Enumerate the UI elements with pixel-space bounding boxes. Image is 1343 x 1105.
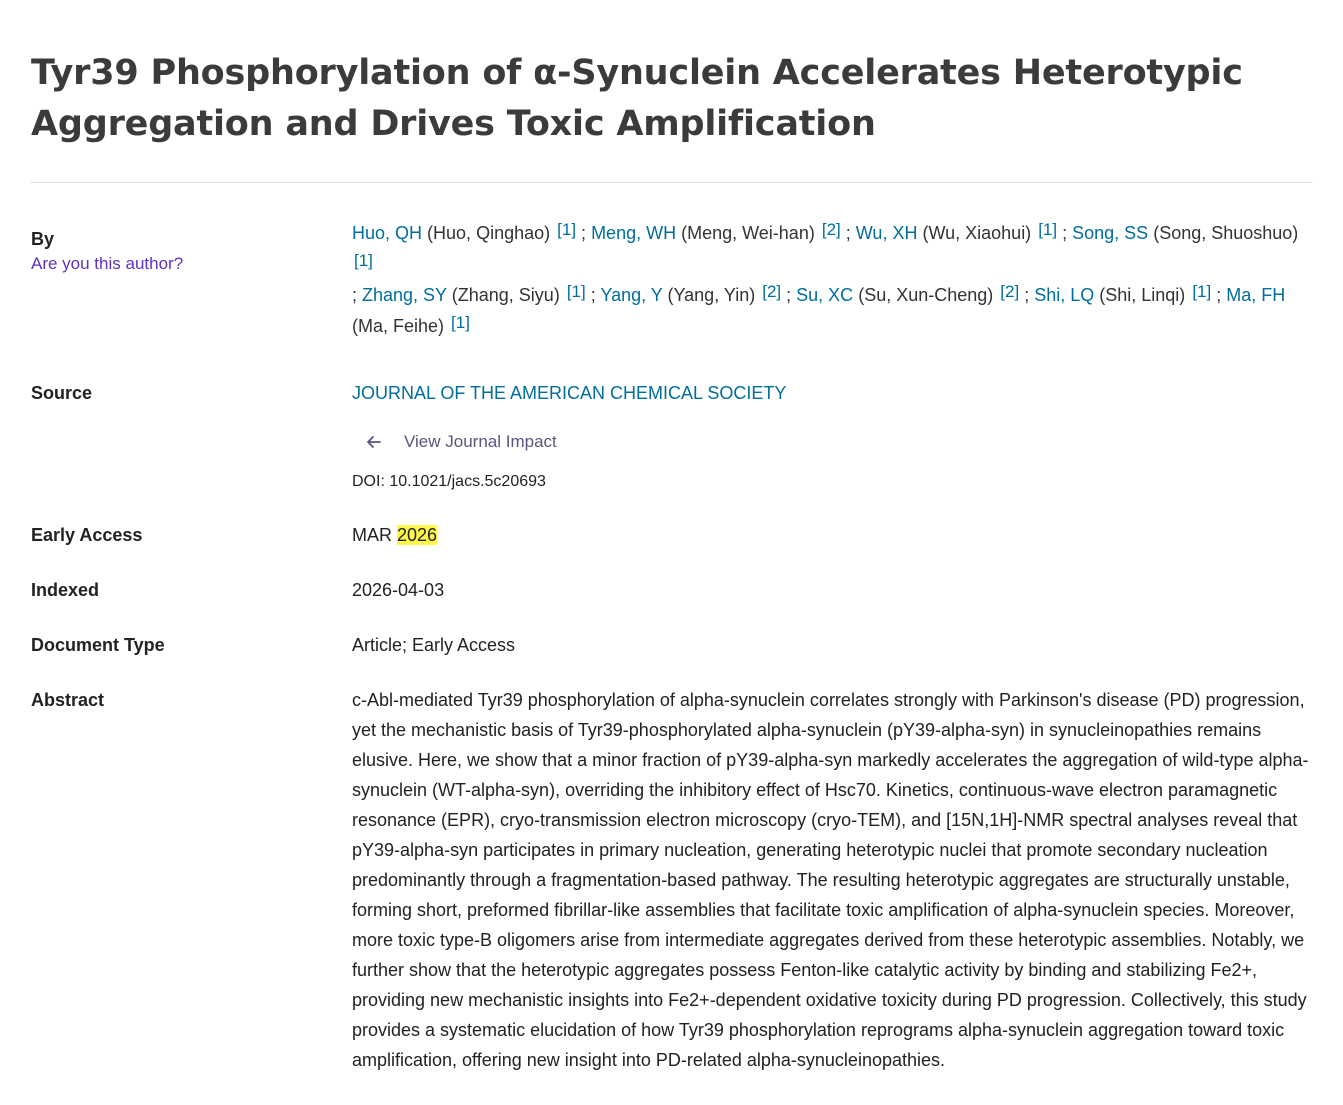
affiliation-marker[interactable]: [1]	[1192, 282, 1212, 301]
authors-row	[31, 220, 1313, 342]
view-journal-impact-button[interactable]	[364, 431, 1313, 453]
source-label-cell	[31, 381, 352, 405]
author-link[interactable]: Huo, QH	[352, 223, 423, 243]
abstract-value-cell	[352, 688, 1314, 1075]
title-divider	[30, 182, 1313, 183]
source-label: Source	[31, 383, 93, 403]
author-full-name: (Zhang, Siyu)	[451, 285, 560, 305]
affiliation-marker[interactable]: [1]	[557, 220, 577, 239]
author-link[interactable]: Yang, Y	[600, 285, 663, 305]
author-link[interactable]: Su, XC	[796, 285, 854, 305]
view-journal-impact-label: View Journal Impact	[404, 432, 557, 451]
author-full-name: (Ma, Feihe)	[352, 316, 445, 336]
indexed-row	[31, 578, 1313, 602]
author-item	[1034, 282, 1212, 305]
are-you-this-author-link[interactable]: Are you this author?	[31, 254, 184, 273]
indexed-value: 2026-04-03	[352, 580, 445, 600]
early-access-label-cell	[31, 523, 352, 547]
author-link[interactable]: Wu, XH	[855, 223, 918, 243]
early-access-label: Early Access	[31, 525, 143, 545]
author-full-name: (Yang, Yin)	[667, 285, 756, 305]
abstract-row	[31, 688, 1313, 1075]
arrow-left-icon	[364, 432, 384, 452]
affiliation-marker[interactable]: [2]	[762, 282, 782, 301]
indexed-value-cell	[352, 578, 1313, 602]
early-access-value	[352, 523, 1313, 547]
author-item	[796, 282, 1020, 305]
authors-label-cell	[31, 227, 352, 275]
document-type-value-cell	[352, 633, 1313, 657]
document-type-label-cell	[31, 633, 352, 657]
author-full-name: (Shi, Linqi)	[1099, 285, 1186, 305]
early-access-year-highlight: 2026	[397, 525, 438, 545]
journal-link[interactable]: JOURNAL OF THE AMERICAN CHEMICAL SOCIETY	[352, 383, 787, 403]
document-type-label: Document Type	[31, 635, 165, 655]
author-full-name: (Su, Xun-Cheng)	[858, 285, 994, 305]
author-link[interactable]: Ma, FH	[1226, 285, 1286, 305]
early-access-month: MAR	[352, 525, 392, 545]
abstract-label-cell	[31, 688, 352, 712]
affiliation-marker[interactable]: [1]	[1038, 220, 1058, 239]
author-link[interactable]: Meng, WH	[591, 223, 677, 243]
author-item	[591, 220, 841, 243]
affiliation-marker[interactable]: [2]	[1000, 282, 1020, 301]
author-item	[600, 282, 782, 305]
article-title: Tyr39 Phosphorylation of α-Synuclein Accelerates Heterotypic Aggregation and Drives Toxic Amplification	[31, 53, 1243, 144]
author-link[interactable]: Song, SS	[1072, 223, 1149, 243]
affiliation-marker[interactable]: [1]	[566, 282, 586, 301]
author-link[interactable]: Zhang, SY	[362, 285, 447, 305]
source-row	[31, 381, 1313, 493]
indexed-label-cell	[31, 578, 352, 602]
authors-label: By	[31, 229, 55, 249]
author-list: Huo, QH (Huo, Qinghao) [1] ; Meng, WH (Meng, Wei-han) [2] ; Wu, XH (Wu, Xiaohui) [1] ; Song, SS (Song, Shuoshuo) [1] ; Zhang, SY (Zhang, Siyu) [1] ; Yang, Y (Yang, Yin) [2] ; Su, XC (Su, Xun-Cheng) [2] ; Shi, LQ (Shi, Linqi) [1] ; Ma, FH (Ma, Feihe) [1]	[352, 220, 1299, 336]
abstract-text: c-Abl-mediated Tyr39 phosphorylation of alpha-synuclein correlates strongly with Parkinson's disease (PD) progression, yet the mechanistic basis of Tyr39-phosphorylated alpha-synuclein (pY39-alpha-syn) in synucleinopathies remains elusive. Here, we show that a minor fraction of pY39-alpha-syn markedly accelerates the aggregation of wild-type alpha-synuclein (WT-alpha-syn), overriding the inhibitory effect of Hsc70. Kinetics, continuous-wave electron paramagnetic resonance (EPR), cryo-transmission electron microscopy (cryo-TEM), and [15N,1H]-NMR spectral analyses reveal that pY39-alpha-syn participates in primary nucleation, generating heterotypic nuclei that promote secondary nucleation predominantly through a fragmentation-based pathway. The resulting heterotypic aggregates are structurally unstable, forming short, preformed fibrillar-like assemblies that facilitate toxic amplification of alpha-synuclein species. Moreover, more toxic type-B oligomers arise from intermediate aggregates derived from these heterotypic assemblies. Notably, we further show that the heterotypic aggregates possess Fenton-like catalytic activity by binding and stabilizing Fe2+, providing new mechanistic insights into Fe2+-dependent oxidative toxicity during PD progression. Collectively, this study provides a systematic elucidation of how Tyr39 phosphorylation reprograms alpha-synuclein aggregation toward toxic amplification, offering new insight into PD-related alpha-synucleinopathies.	[352, 690, 1309, 1070]
early-access-row	[31, 523, 1313, 547]
author-item	[855, 220, 1058, 243]
author-item	[362, 282, 586, 305]
affiliation-marker[interactable]: [1]	[451, 313, 470, 332]
affiliation-marker[interactable]: [2]	[821, 220, 841, 239]
document-type-value: Article; Early Access	[352, 635, 516, 655]
source-value-cell	[352, 381, 1313, 493]
affiliation-marker[interactable]: [1]	[354, 251, 373, 270]
author-full-name: (Meng, Wei-han)	[681, 223, 815, 243]
early-access-value-cell	[352, 523, 1313, 547]
authors-value-cell	[352, 220, 1313, 342]
indexed-label: Indexed	[31, 580, 100, 600]
abstract-label: Abstract	[31, 690, 105, 710]
author-full-name: (Huo, Qinghao)	[427, 223, 551, 243]
author-link[interactable]: Shi, LQ	[1034, 285, 1095, 305]
author-full-name: (Song, Shuoshuo)	[1153, 223, 1299, 243]
author-item	[352, 220, 577, 243]
author-full-name: (Wu, Xiaohui)	[922, 223, 1032, 243]
doi-text: DOI: 10.1021/jacs.5c20693	[352, 473, 546, 490]
document-type-row	[31, 633, 1313, 657]
